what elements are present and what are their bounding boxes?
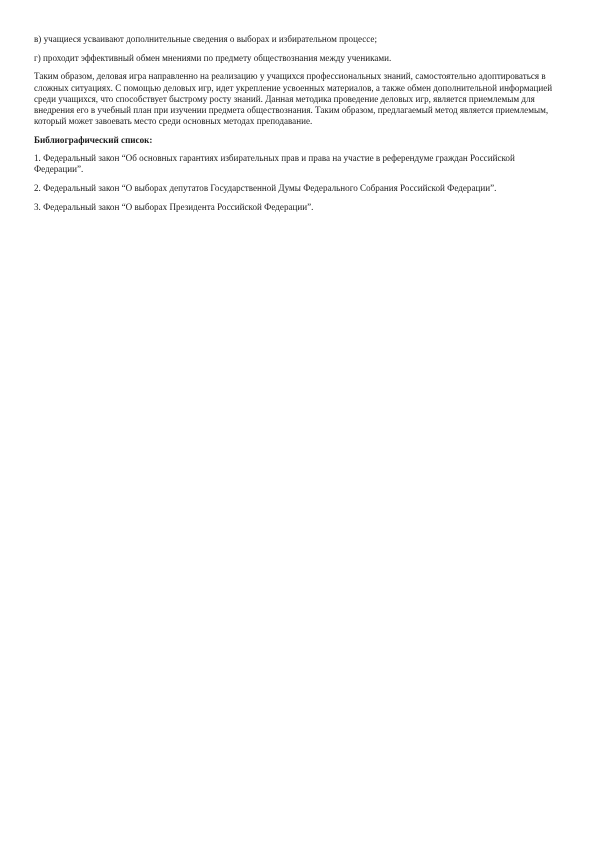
bibliography-item: 1. Федеральный закон “Об основных гарантиях избирательных прав и права на участие в референдуме граждан Российской Федерации”. <box>34 153 515 175</box>
bibliography-item: 2. Федеральный закон “О выборах депутатов Государственной Думы Федерального Собрания Российской Федерации”. <box>34 183 497 194</box>
bibliography-heading: Библиографический список: <box>34 134 153 145</box>
document-page <box>34 34 559 220</box>
list-item-g: г) проходит эффективный обмен мнениями по предмету обществознания между учениками. <box>34 52 392 63</box>
conclusion-paragraph: Таким образом, деловая игра направленно на реализацию у учащихся профессиональных знаний, самостоятельно адоптироваться в сложных ситуациях. С помощью деловых игр, идет укрепление усвоенных материалов, а также обмен дополнительной информацией среди учащихся, что способствует быстрому росту знаний. Данная методика проведение деловых игр, является приемлемым для внедрения его в учебный план при изучении предмета обществознания. Таким образом, предлагаемый метод является приемлемым, который может завоевать место среди основных методах преподавание. <box>34 71 553 127</box>
bibliography-item: 3. Федеральный закон “О выборах Президента Российской Федерации”. <box>34 201 314 212</box>
bibliography-list <box>34 153 559 213</box>
list-item-v: в) учащиеся усваивают дополнительные сведения о выборах и избирательном процессе; <box>34 34 377 44</box>
